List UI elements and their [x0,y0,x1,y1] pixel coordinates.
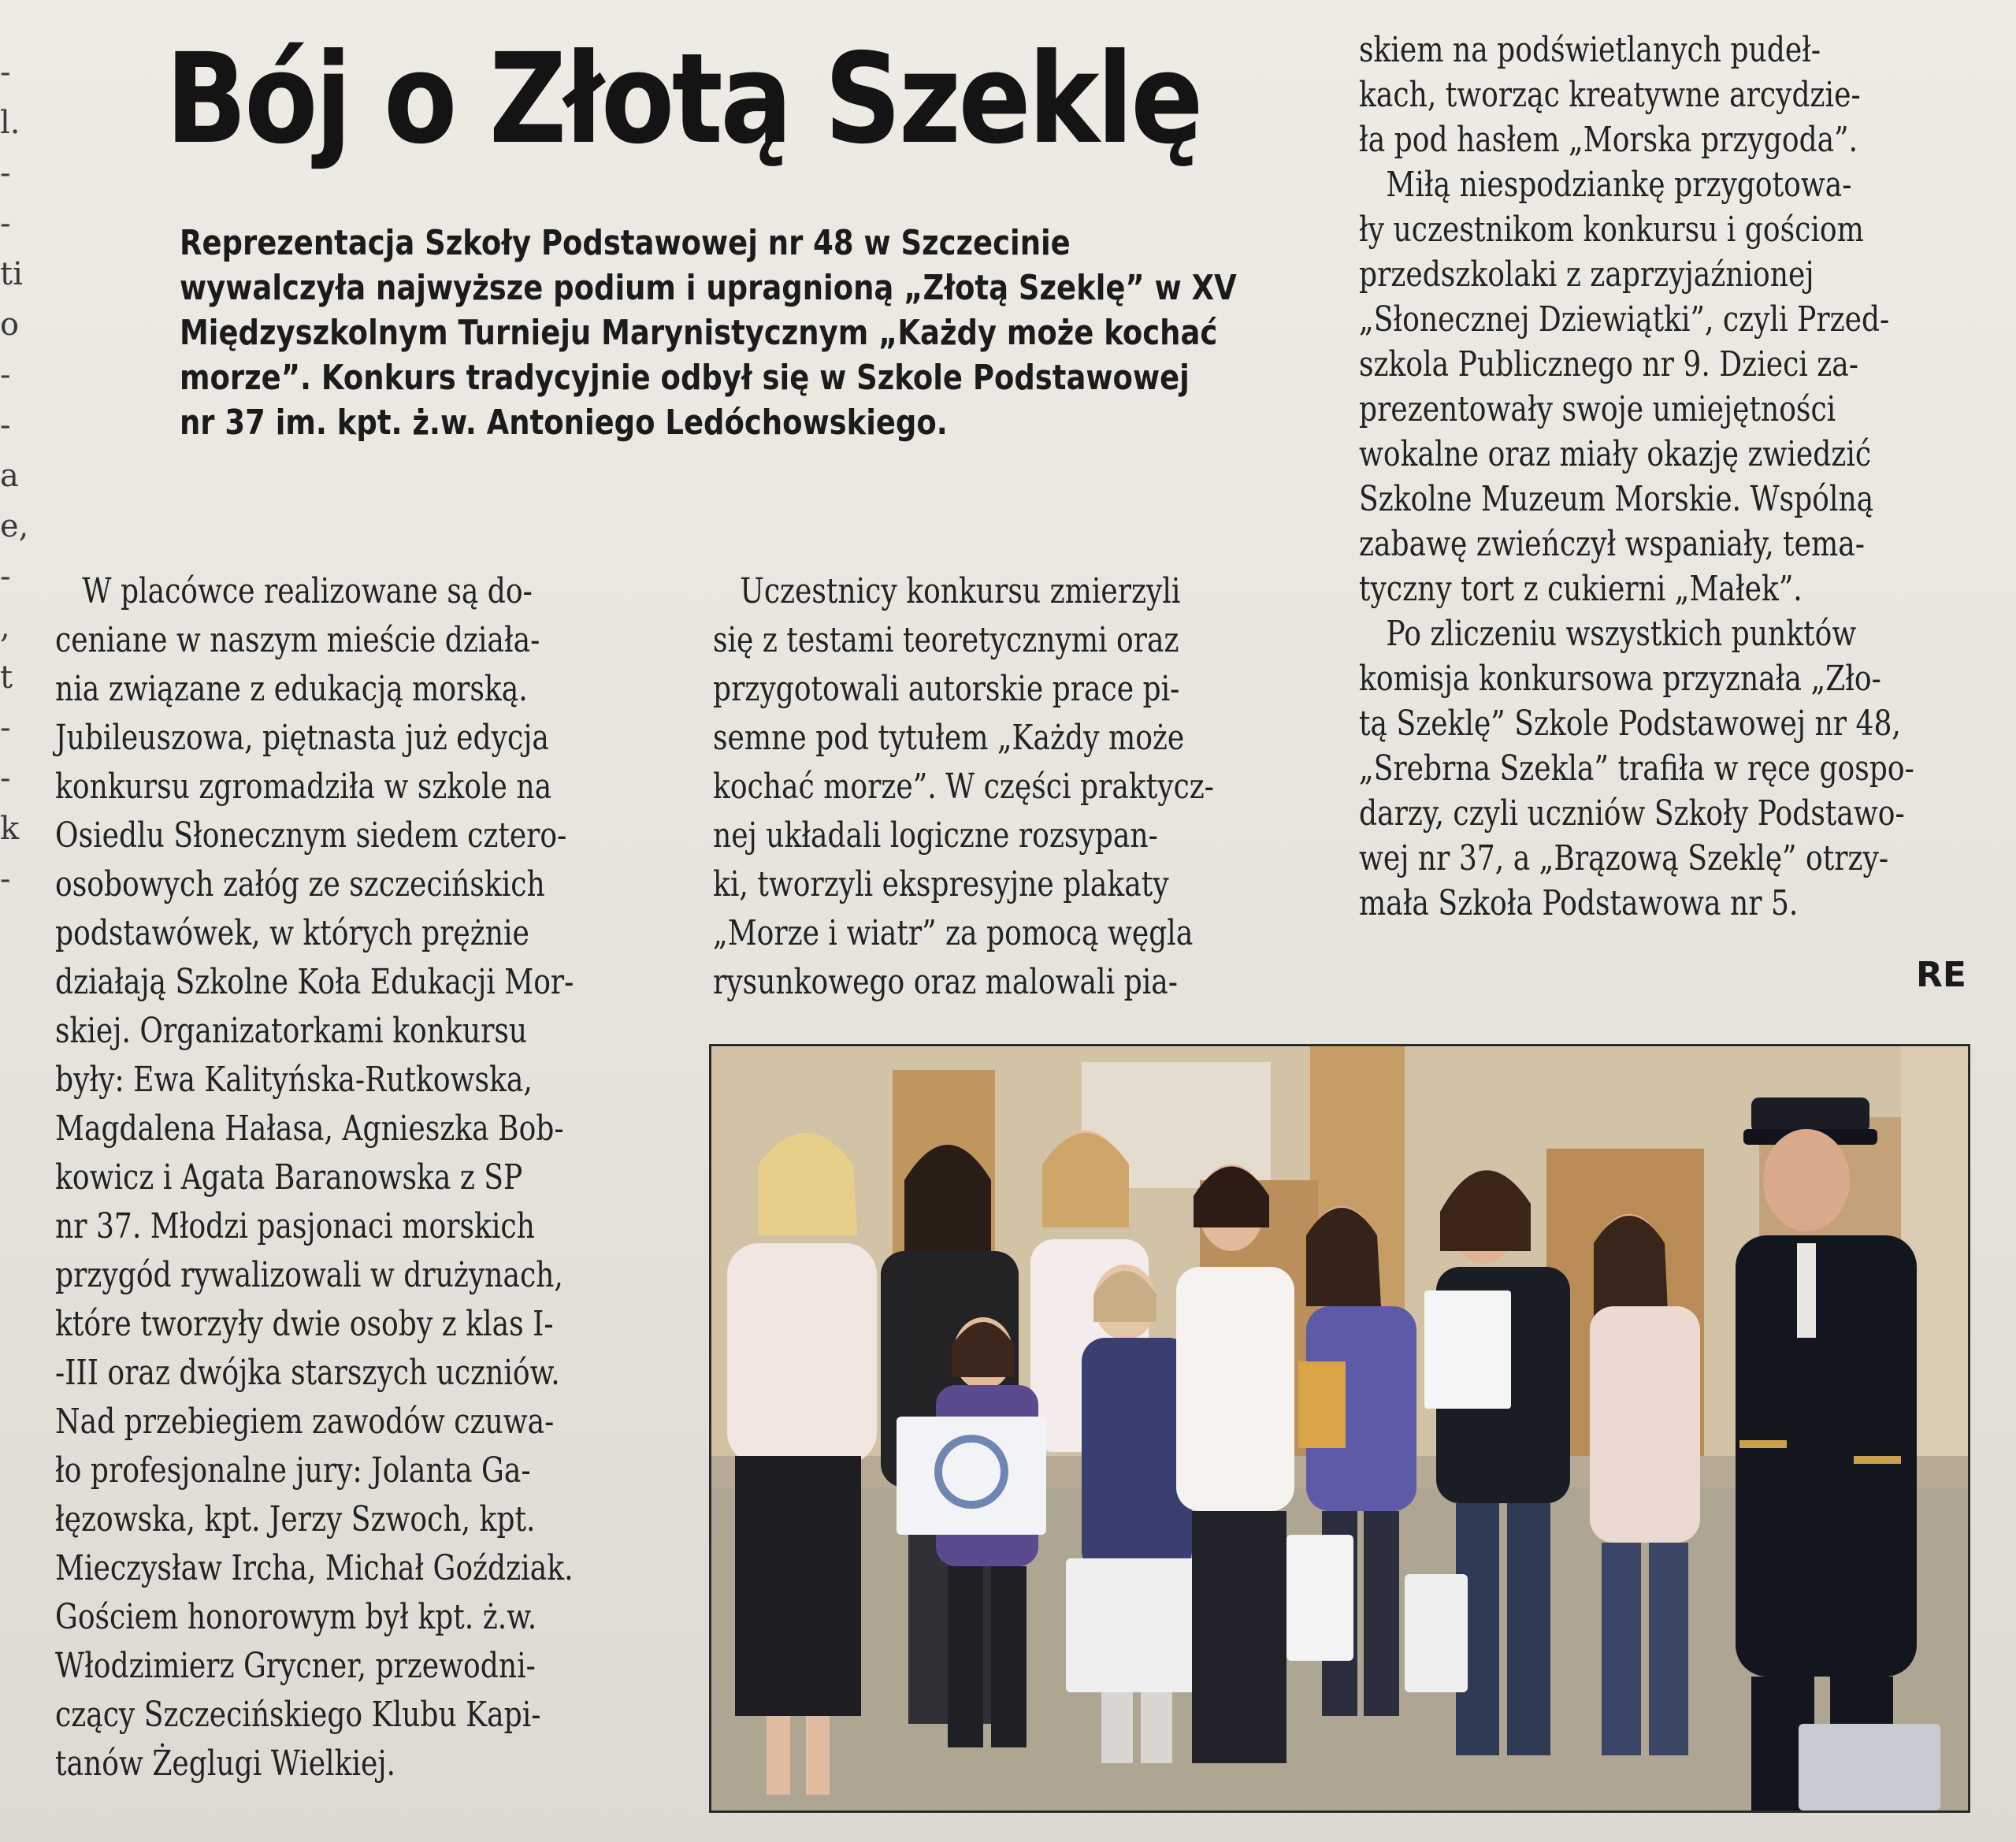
group-photo-illustration [711,1046,1968,1810]
body-text-line: nej układali logiczne rozsypan- [713,815,1158,856]
lead-line: Międzyszkolnym Turnieju Marynistycznym „Każdy może kochać [180,313,1218,353]
body-text-line: kowicz i Agata Baranowska z SP [55,1157,523,1198]
body-text-line: czący Szczecińskiego Klubu Kapi- [55,1695,541,1735]
body-text-line: konkursu zgromadziła w szkole na [55,767,552,807]
body-text-line: prezentowały swoje umiejętności [1359,389,1836,429]
body-text-line: działają Szkolne Koła Edukacji Mor- [55,962,574,1002]
body-text-line: zabawę zwieńczył wspaniały, tema- [1359,524,1865,564]
body-text-line: osobowych załóg ze szczecińskich [55,864,545,904]
body-text-line: Włodzimierz Grycner, przewodni- [55,1646,536,1686]
edge-fragment: - [0,559,11,595]
body-text-line: ło profesjonalne jury: Jolanta Ga- [55,1450,531,1491]
edge-fragment: e, [0,508,29,544]
body-text-line: rysunkowego oraz malowali pia- [713,962,1178,1002]
body-text-line: były: Ewa Kalityńska-Rutkowska, [55,1060,533,1100]
edge-fragment: - [0,861,11,897]
body-text-line: wokalne oraz miały okazję zwiedzić [1359,434,1872,474]
body-text-line: kach, tworząc kreatywne arcydzie- [1359,75,1861,115]
body-text-line: semne pod tytułem „Każdy może [713,718,1185,758]
body-text-line: skiej. Organizatorkami konkursu [55,1011,528,1051]
edge-fragment: l. [0,105,20,141]
lead-line: morze”. Konkurs tradycyjnie odbył się w Szkole Podstawowej [180,358,1190,398]
body-text-line: darzy, czyli uczniów Szkoły Podstawo- [1359,793,1905,834]
body-text-line: Magdalena Hałasa, Agnieszka Bob- [55,1109,564,1149]
group-photo [709,1044,1970,1813]
body-text-line: które tworzyły dwie osoby z klas I- [55,1304,554,1344]
body-text-line: Mieczysław Ircha, Michał Goździak. [55,1548,574,1588]
body-text-line: przygotowali autorskie prace pi- [713,669,1180,709]
body-text-line: nia związane z edukacją morską. [55,669,528,709]
body-text-line: ła pod hasłem „Morska przygoda”. [1359,120,1858,160]
body-text-line: ki, tworzyli ekspresyjne plakaty [713,864,1169,904]
body-text-line: nr 37. Młodzi pasjonaci morskich [55,1206,535,1246]
edge-fragment: ti [0,256,23,292]
edge-fragment: - [0,206,11,242]
body-text-line: komisja konkursowa przyznała „Zło- [1359,659,1881,699]
body-text-line: Po zliczeniu wszystkich punktów [1359,614,1857,654]
body-text-line: Uczestnicy konkursu zmierzyli [713,571,1181,611]
edge-fragment: o [0,306,20,343]
body-text-line: tą Szeklę” Szkole Podstawowej nr 48, [1359,704,1901,744]
body-text-line: Gościem honorowym był kpt. ż.w. [55,1597,537,1637]
body-text-line: szkola Publicznego nr 9. Dzieci za- [1359,344,1859,384]
lead-line: nr 37 im. kpt. ż.w. Antoniego Ledóchowskiego. [180,403,948,443]
body-text-line: się z testami teoretycznymi oraz [713,620,1179,660]
body-text-line: łęzowska, kpt. Jerzy Szwoch, kpt. [55,1499,536,1539]
edge-fragment: - [0,710,11,746]
edge-fragment: , [0,609,10,645]
adjacent-column-fragments [0,47,29,904]
body-text-line: Miłą niespodziankę przygotowa- [1359,165,1852,205]
article-column-3 [1359,28,1966,926]
edge-fragment: t [0,659,13,696]
body-text-line: tyczny tort z cukierni „Małek”. [1359,569,1803,609]
body-text-line: Szkolne Muzeum Morskie. Wspólną [1359,479,1874,519]
article-lead [180,221,1322,445]
author-signature: RE [1916,955,1966,995]
body-text-line: Osiedlu Słonecznym siedem cztero- [55,815,567,856]
body-text-line: ceniane w naszym mieście działa- [55,620,540,660]
body-text-line: przedszkolaki z zaprzyjaźnionej [1359,254,1814,295]
body-text-line: podstawówek, w których prężnie [55,913,529,953]
body-text-line: tanów Żeglugi Wielkiej. [55,1744,396,1784]
body-text-line: „Słonecznej Dziewiątki”, czyli Przed- [1359,299,1890,340]
edge-fragment: k [0,811,20,847]
article-column-2 [713,567,1320,1007]
edge-fragment: - [0,760,11,797]
edge-fragment: - [0,155,11,191]
body-text-line: kochać morze”. W części praktycz- [713,767,1214,807]
body-text-line: „Srebrna Szekla” trafiła w ręce gospo- [1359,748,1914,789]
article-column-1 [55,567,662,1788]
article-headline: Bój o Złotą Szeklę [165,27,1201,172]
body-text-line: skiem na podświetlanych pudeł- [1359,30,1821,70]
body-text-line: „Morze i wiatr” za pomocą węgla [713,913,1194,953]
body-text-line: Jubileuszowa, piętnasta już edycja [55,718,549,758]
edge-fragment: a [0,458,19,494]
body-text-line: mała Szkoła Podstawowa nr 5. [1359,883,1799,923]
lead-line: wywalczyła najwyższe podium i upragnioną „Złotą Szeklę” w XV [180,268,1237,308]
body-text-line: Nad przebiegiem zawodów czuwa- [55,1402,555,1442]
edge-fragment: - [0,54,11,91]
body-text-line: -III oraz dwójka starszych uczniów. [55,1353,560,1393]
body-text-line: W placówce realizowane są do- [55,571,533,611]
body-text-line: przygód rywalizowali w drużynach, [55,1255,563,1295]
edge-fragment: - [0,407,11,444]
body-text-line: ły uczestnikom konkursu i gościom [1359,210,1864,250]
body-text-line: wej nr 37, a „Brązową Szeklę” otrzy- [1359,838,1889,878]
edge-fragment: - [0,357,11,393]
lead-line: Reprezentacja Szkoły Podstawowej nr 48 w Szczecinie [180,223,1071,263]
